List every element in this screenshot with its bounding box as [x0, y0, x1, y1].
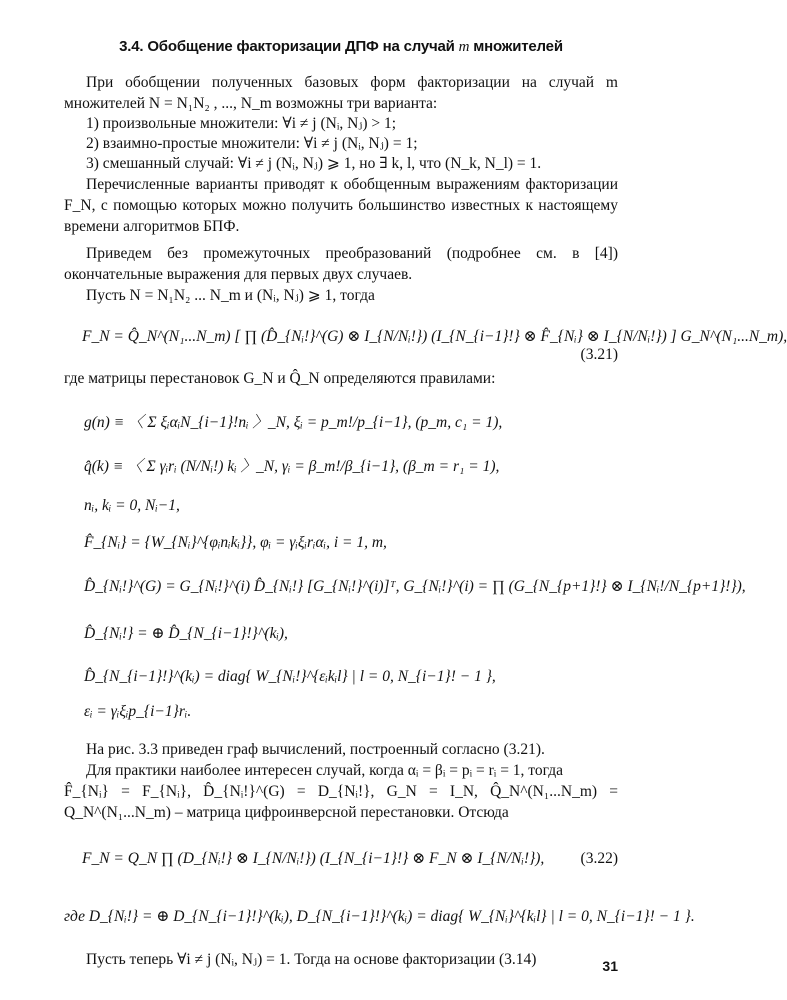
paragraph-figure: На рис. 3.3 приведен граф вычислений, построенный согласно (3.21).	[86, 741, 545, 758]
paragraph-where-2: где D_{Nᵢ!} = ⊕ D_{N_{i−1}!}^(kᵢ), D_{N_{i−1}!}^(kᵢ) = diag{ W_{Nᵢ}^{kᵢl} | l = 0, N_{i−1}! − 1 }.	[64, 907, 695, 925]
paragraph-summary: Приведем без промежуточных преобразований (подробнее см. в [4]) окончательные выражения для первых двух случаев.	[64, 245, 618, 283]
section-title-tail: множителей	[473, 38, 563, 55]
def-f: F̂_{Nᵢ} = {W_{Nᵢ}^{φᵢnᵢkᵢ}}, φᵢ = γᵢξᵢrᵢαᵢ, i = 1, m,	[84, 534, 387, 551]
paragraph-where-1: где матрицы перестановок G_N и Q̂_N определяются правилами:	[64, 370, 496, 387]
section-number: 3.4.	[119, 38, 144, 55]
def-dsum: D̂_{Nᵢ!} = ⊕ D̂_{N_{i−1}!}^(kᵢ),	[84, 624, 288, 642]
paragraph-practice: Для практики наиболее интересен случай, когда αᵢ = βᵢ = pᵢ = rᵢ = 1, тогда	[86, 762, 563, 779]
paragraph-intro: При обобщении полученных базовых форм факторизации на случай m множителей N = N₁N₂ , ..., N_m возможны три варианта:	[64, 74, 618, 112]
paragraph-let: Пусть N = N₁N₂ ... N_m и (Nᵢ, Nⱼ) ⩾ 1, тогда	[86, 287, 375, 304]
equation-3-21-body: F_N = Q̂_N^(N₁...N_m) [ ∏ (D̂_{Nᵢ!}^(G) ⊗ I_{N/Nᵢ!}) (I_{N_{i−1}!} ⊗ F̂_{Nᵢ} ⊗ I_{N/Nᵢ!}) ] G_N^(N₁...N_m),	[82, 328, 787, 345]
paragraph-variants: Перечисленные варианты приводят к обобщенным выражениям факторизации F_N, с помощью которых можно получить большинство известных к настоящему времени алгоритмов БПФ.	[64, 176, 618, 235]
definitions-block	[84, 401, 746, 727]
page-number: 31	[602, 958, 618, 974]
def-q: q̂(k) ≡ 〈 Σ γᵢrᵢ (N/Nᵢ!) kᵢ 〉_N, γᵢ = β_m!/β_{i−1}, (β_m = r₁ = 1),	[84, 458, 500, 475]
equation-3-21	[82, 320, 787, 363]
def-nk: nᵢ, kᵢ = 0, Nᵢ−1,	[84, 497, 180, 514]
equation-3-22-number: (3.22)	[580, 850, 618, 867]
section-title-text: Обобщение факторизации ДПФ на случай	[147, 38, 455, 55]
equation-3-21-number: (3.21)	[580, 346, 618, 363]
section-title	[64, 38, 618, 56]
section-title-var: m	[458, 39, 470, 55]
paragraph-practice-cont: F̂_{Nᵢ} = F_{Nᵢ}, D̂_{Nᵢ!}^(G) = D_{Nᵢ!}, G_N = I_N, Q̂_N^(N₁...N_m) = Q_N^(N₁...N_m) – матрица цифроинверсной перестановки. Отсюда	[64, 783, 618, 821]
def-ddiag: D̂_{N_{i−1}!}^(kᵢ) = diag{ W_{Nᵢ!}^{εᵢkᵢl} | l = 0, N_{i−1}! − 1 },	[84, 668, 496, 685]
variant-1: 1) произвольные множители: ∀i ≠ j (Nᵢ, Nⱼ) > 1;	[86, 115, 397, 132]
def-dg: D̂_{Nᵢ!}^(G) = G_{Nᵢ!}^(i) D̂_{Nᵢ!} [G_{Nᵢ!}^(i)]ᵀ, G_{Nᵢ!}^(i) = ∏ (G_{N_{p+1}!} ⊗ I_{Nᵢ!/N_{p+1}!}),	[84, 577, 746, 595]
equation-3-22-body: F_N = Q_N ∏ (D_{Nᵢ!} ⊗ I_{N/Nᵢ!}) (I_{N_{i−1}!} ⊗ F_N ⊗ I_{N/Nᵢ!}),	[82, 850, 545, 867]
variant-2: 2) взаимно-простые множители: ∀i ≠ j (Nᵢ, Nⱼ) = 1;	[86, 135, 418, 152]
equation-3-22	[82, 839, 618, 879]
def-eps: εᵢ = γᵢξᵢp_{i−1}rᵢ.	[84, 703, 192, 720]
paragraph-last: Пусть теперь ∀i ≠ j (Nᵢ, Nⱼ) = 1. Тогда на основе факторизации (3.14)	[86, 951, 537, 968]
variant-3: 3) смешанный случай: ∀i ≠ j (Nᵢ, Nⱼ) ⩾ 1, но ∃ k, l, что (N_k, N_l) = 1.	[86, 155, 542, 172]
def-g: g(n) ≡ 〈 Σ ξᵢαᵢN_{i−1}!nᵢ 〉_N, ξᵢ = p_m!/p_{i−1}, (p_m, c₁ = 1),	[84, 414, 503, 431]
